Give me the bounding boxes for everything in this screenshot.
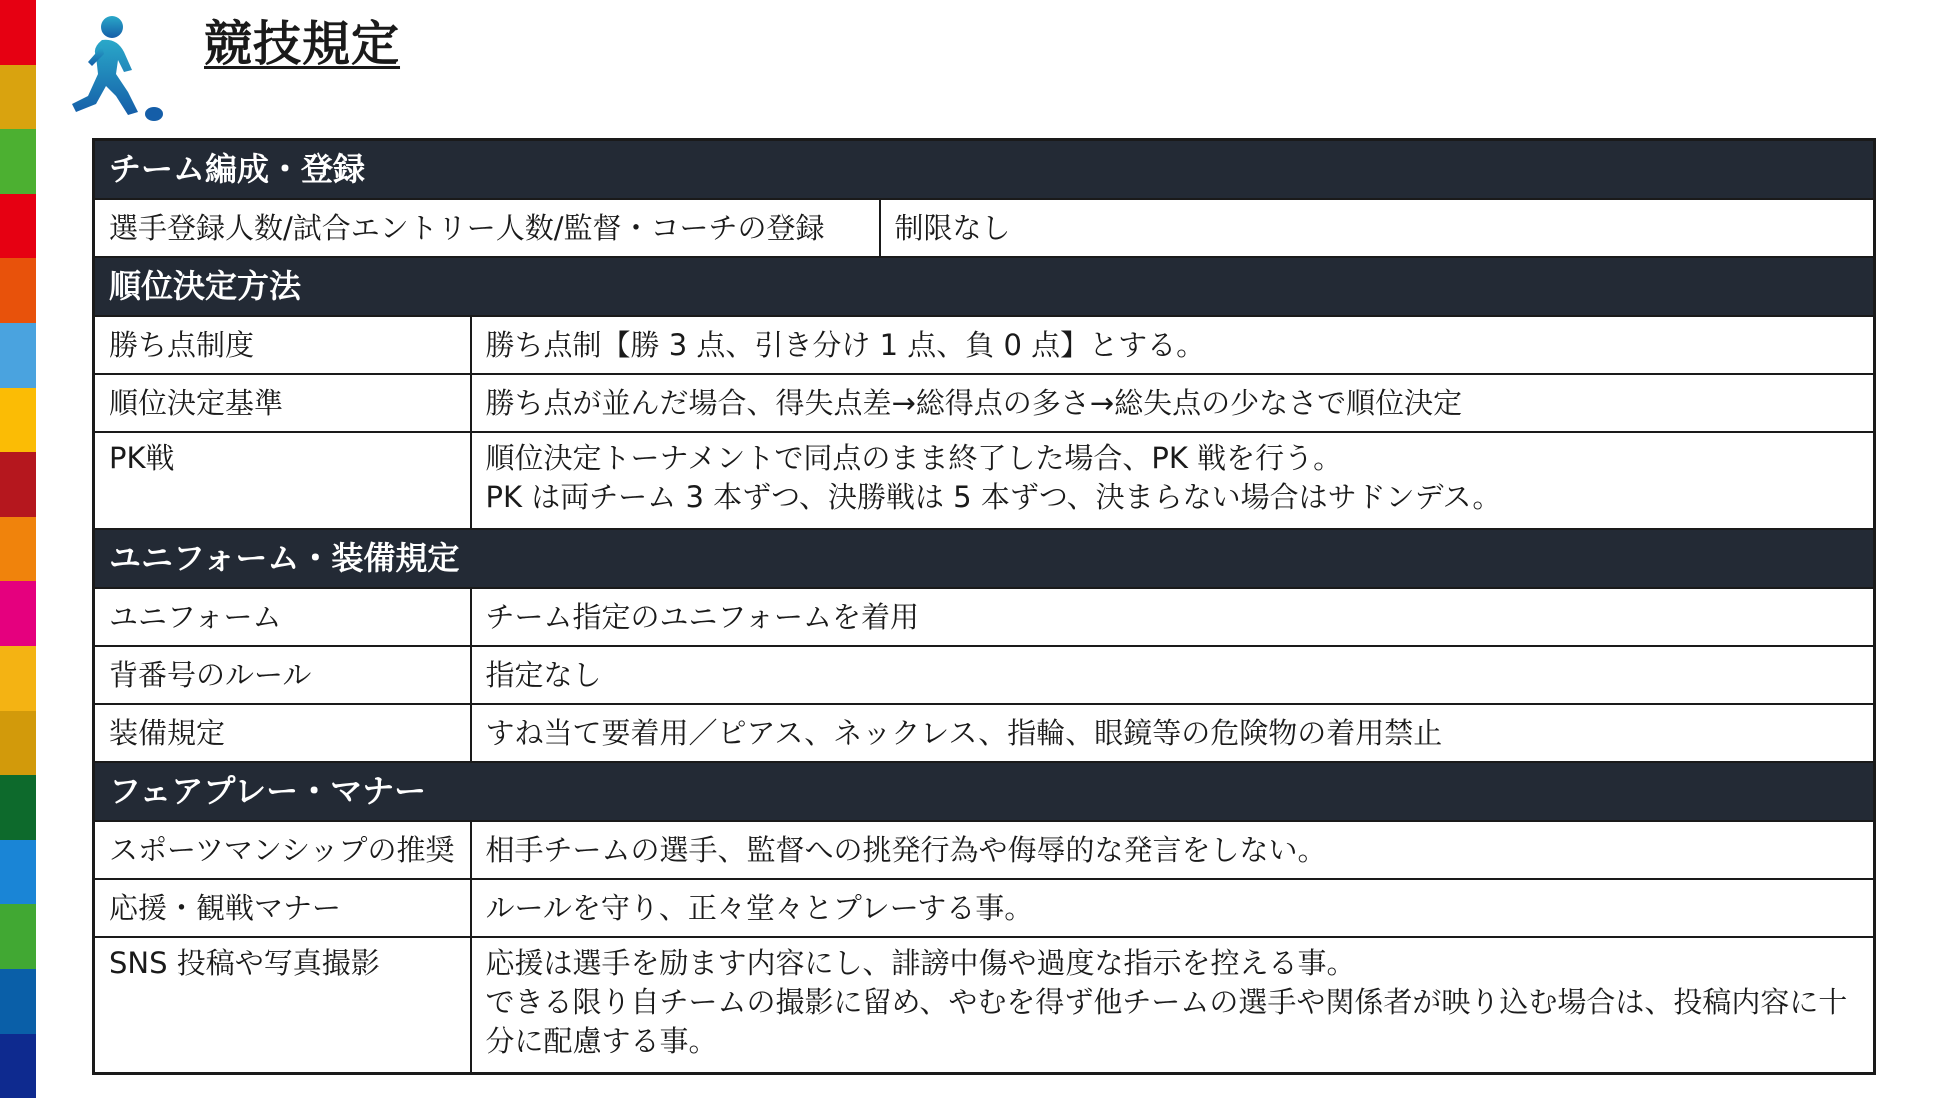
rule-value: チーム指定のユニフォームを着用	[471, 588, 1875, 646]
stripe-segment	[0, 129, 36, 194]
stripe-segment	[0, 388, 36, 453]
rule-label: 選手登録人数/試合エントリー人数/監督・コーチの登録	[94, 199, 880, 257]
section-header-team	[94, 140, 1875, 200]
table-row	[94, 374, 1875, 432]
rule-label: 応援・観戦マナー	[94, 879, 471, 937]
rules-table	[92, 138, 1876, 1075]
rule-value: 相手チームの選手、監督への挑発行為や侮辱的な発言をしない。	[471, 821, 1875, 879]
section-heading: ユニフォーム・装備規定	[94, 529, 1875, 588]
stripe-segment	[0, 646, 36, 711]
stripe-segment	[0, 0, 36, 65]
rule-value: 指定なし	[471, 646, 1875, 704]
section-heading: 順位決定方法	[94, 257, 1875, 316]
rule-label: SNS 投稿や写真撮影	[94, 937, 471, 1074]
stripe-segment	[0, 1034, 36, 1098]
rule-value-line: 応援は選手を励ます内容にし、誹謗中傷や過度な指示を控える事。	[485, 946, 1356, 980]
rule-label: 装備規定	[94, 704, 471, 762]
color-stripe	[0, 0, 36, 1098]
rule-label: 順位決定基準	[94, 374, 471, 432]
rule-value: ルールを守り、正々堂々とプレーする事。	[471, 879, 1875, 937]
stripe-segment	[0, 904, 36, 969]
rule-value: 勝ち点制【勝 3 点、引き分け 1 点、負 0 点】とする。	[471, 316, 1875, 374]
rule-label: ユニフォーム	[94, 588, 471, 646]
section-heading: チーム編成・登録	[94, 140, 1875, 200]
rule-value: 勝ち点が並んだ場合、得失点差→総得点の多さ→総失点の少なさで順位決定	[471, 374, 1875, 432]
stripe-segment	[0, 581, 36, 646]
table-row	[94, 588, 1875, 646]
table-row	[94, 821, 1875, 879]
rule-label: 背番号のルール	[94, 646, 471, 704]
stripe-segment	[0, 517, 36, 582]
stripe-segment	[0, 775, 36, 840]
rule-value-line: PK は両チーム 3 本ずつ、決勝戦は 5 本ずつ、決まらない場合はサドンデス。	[485, 480, 1502, 514]
soccer-player-icon	[62, 12, 167, 127]
stripe-segment	[0, 969, 36, 1034]
stripe-segment	[0, 452, 36, 517]
section-header-uniform	[94, 529, 1875, 588]
rule-label: 勝ち点制度	[94, 316, 471, 374]
rule-value-line: できる限り自チームの撮影に留め、やむを得ず他チームの選手や関係者が映り込む場合は、投稿内容に十	[485, 985, 1848, 1019]
section-header-fairplay	[94, 762, 1875, 821]
rule-value	[471, 937, 1875, 1074]
stripe-segment	[0, 65, 36, 130]
table-row	[94, 937, 1875, 1074]
table-row	[94, 704, 1875, 762]
stripe-segment	[0, 194, 36, 259]
rule-label: スポーツマンシップの推奨	[94, 821, 471, 879]
rule-value-line: 順位決定トーナメントで同点のまま終了した場合、PK 戦を行う。	[485, 441, 1343, 475]
table-row	[94, 199, 1875, 257]
table-row	[94, 432, 1875, 529]
rule-value: 制限なし	[880, 199, 1875, 257]
table-row	[94, 879, 1875, 937]
stripe-segment	[0, 711, 36, 776]
stripe-segment	[0, 323, 36, 388]
stripe-segment	[0, 840, 36, 905]
stripe-segment	[0, 258, 36, 323]
rule-label: PK戦	[94, 432, 471, 529]
page-title: 競技規定	[204, 16, 401, 72]
rule-value: すね当て要着用／ピアス、ネックレス、指輪、眼鏡等の危険物の着用禁止	[471, 704, 1875, 762]
table-row	[94, 316, 1875, 374]
section-heading: フェアプレー・マナー	[94, 762, 1875, 821]
table-row	[94, 646, 1875, 704]
rule-value	[471, 432, 1875, 529]
rule-value-line: 分に配慮する事。	[485, 1024, 718, 1058]
section-header-ranking	[94, 257, 1875, 316]
